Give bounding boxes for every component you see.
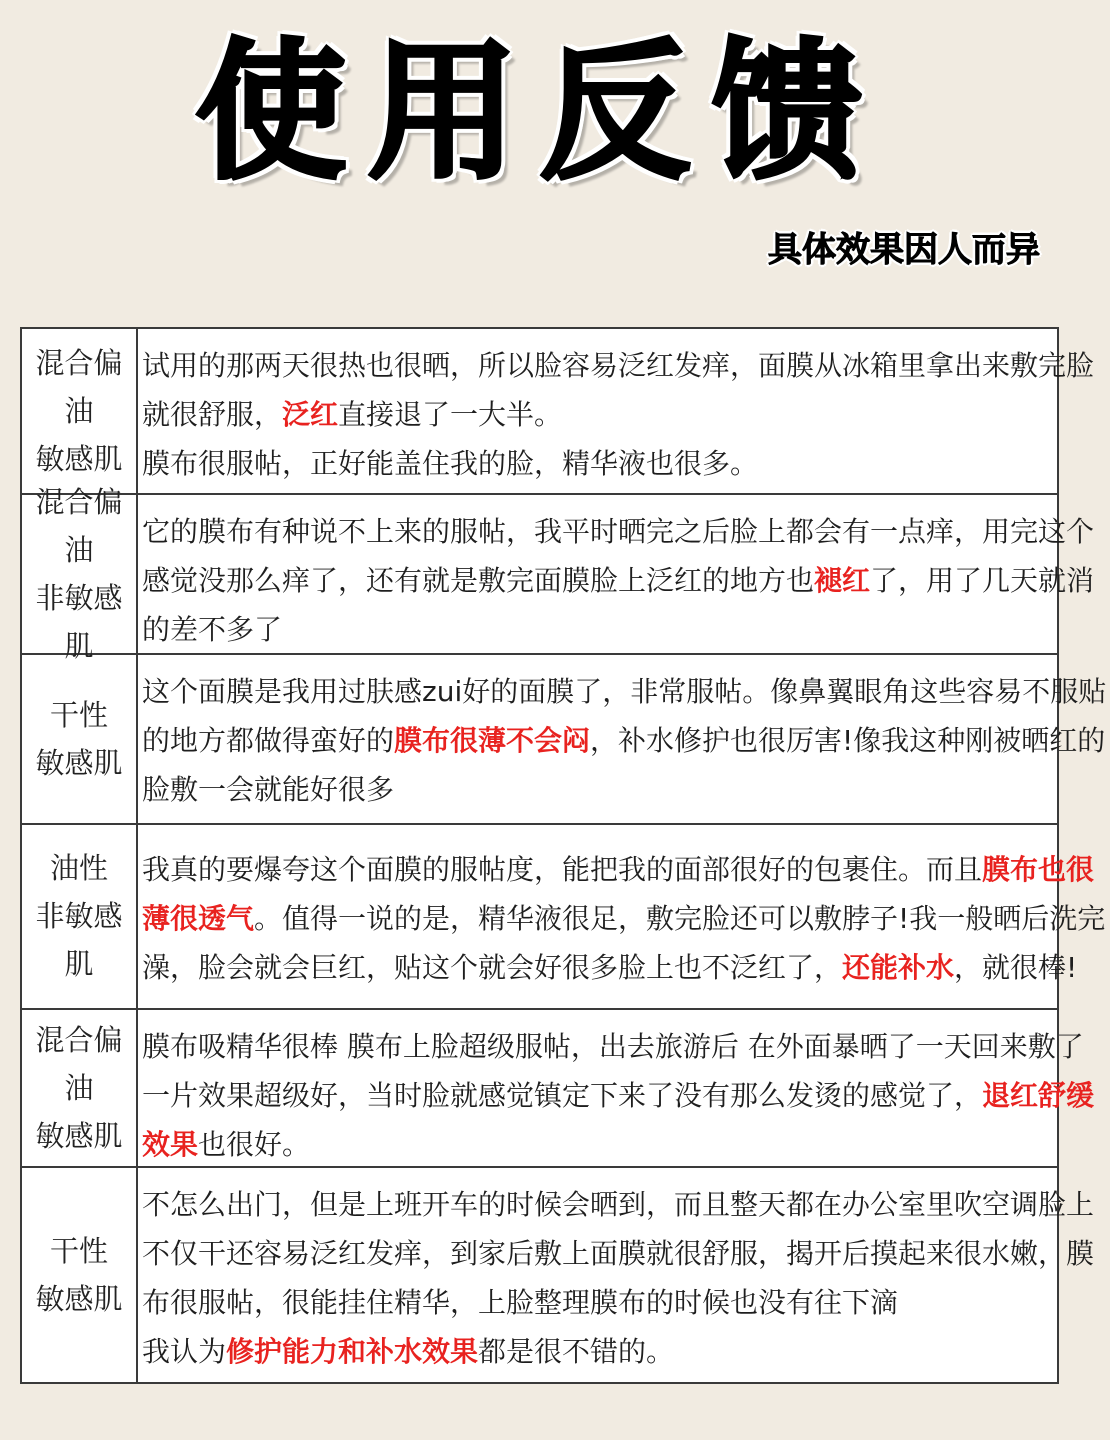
body-text: 它的膜布有种说不上来的服帖，我平时晒完之后脸上都会有一点痒，用完这个: [142, 515, 1095, 548]
feedback-line: [142, 507, 1094, 556]
skin-type-label: 混合偏油 敏感肌: [22, 1010, 138, 1166]
feedback-text: [138, 329, 1098, 493]
feedback-row: [22, 485, 1095, 663]
feedback-row: [22, 825, 1106, 1010]
body-text: 的差不多了: [142, 613, 283, 646]
feedback-table: [20, 327, 1107, 1384]
feedback-line: [142, 765, 1106, 814]
skin-type-label: 油性 非敏感肌: [22, 825, 138, 1008]
feedback-row: [22, 1168, 1095, 1382]
body-text: 。值得一说的是，精华液很足，敷完脸还可以敷脖子!我一般晒后洗完: [254, 901, 1106, 935]
feedback-line: [142, 667, 1106, 716]
highlight-text: 修护能力和补水效果: [226, 1335, 479, 1368]
page-title: 使用反馈: [195, 26, 884, 200]
highlight-text: 膜布很薄不会闷: [394, 724, 591, 757]
feedback-row: [22, 655, 1107, 825]
body-text: ，补水修护也很厉害!像我这种刚被晒红的: [590, 724, 1106, 757]
body-text: 直接退了一大半。: [338, 398, 563, 431]
feedback-line: [142, 943, 1105, 992]
highlight-text: 还能补水: [842, 950, 955, 984]
body-text: 一片效果超级好，当时脸就感觉镇定下来了没有那么发烫的感觉了，: [142, 1079, 983, 1112]
feedback-line: [142, 390, 1094, 439]
feedback-line: [142, 894, 1105, 943]
feedback-line: [142, 1327, 1094, 1376]
highlight-text: 褪红: [814, 564, 871, 597]
body-text: 我认为: [142, 1335, 227, 1368]
feedback-line: [142, 1022, 1094, 1071]
body-text: 不怎么出门，但是上班开车的时候会晒到，而且整天都在办公室里吹空调脸上: [142, 1188, 1095, 1221]
skin-type-label: 混合偏油 敏感肌: [22, 329, 138, 493]
highlight-text: 效果: [142, 1128, 199, 1161]
body-text: 感觉没那么痒了，还有就是敷完面膜脸上泛红的地方也: [142, 564, 815, 597]
highlight-text: 膜布也很: [982, 852, 1095, 886]
feedback-text: [138, 825, 1109, 1008]
body-text: 这个面膜是我用过肤感zui好的面膜了，非常服帖。像鼻翼眼角这些容易不服贴: [142, 675, 1107, 708]
page-subtitle: 具体效果因人而异: [768, 230, 1040, 270]
body-text: 也很好。: [198, 1128, 311, 1161]
body-text: 的地方都做得蛮好的: [142, 724, 395, 757]
body-text: 就很舒服，: [142, 398, 283, 431]
feedback-line: [142, 1120, 1094, 1169]
feedback-text: [138, 1010, 1098, 1166]
skin-type-label: 干性 敏感肌: [22, 1168, 138, 1382]
body-text: 都是很不错的。: [478, 1335, 675, 1368]
feedback-line: [142, 1229, 1094, 1278]
highlight-text: 泛红: [282, 398, 339, 431]
feedback-line: [142, 1180, 1094, 1229]
feedback-row: [22, 1010, 1095, 1168]
feedback-line: [142, 439, 1094, 488]
feedback-line: [142, 1071, 1094, 1120]
body-text: 不仅干还容易泛红发痒，到家后敷上面膜就很舒服，揭开后摸起来很水嫩，膜: [142, 1237, 1095, 1270]
body-text: 了，用了几天就消: [870, 564, 1095, 597]
body-text: 脸敷一会就能好很多: [142, 773, 395, 806]
skin-type-label: 混合偏油 非敏感肌: [22, 495, 138, 653]
feedback-text: [138, 1168, 1098, 1382]
skin-type-label: 干性 敏感肌: [22, 655, 138, 823]
feedback-line: [142, 556, 1094, 605]
feedback-text: [138, 655, 1110, 823]
feedback-line: [142, 716, 1106, 765]
body-text: 膜布吸精华很棒 膜布上脸超级服帖，出去旅游后 在外面暴晒了一天回来敷了: [142, 1030, 1084, 1063]
body-text: 膜布很服帖，正好能盖住我的脸，精华液也很多。: [142, 447, 759, 480]
body-text: 我真的要爆夸这个面膜的服帖度，能把我的面部很好的包裹住。而且: [142, 852, 983, 886]
body-text: 布很服帖，很能挂住精华，上脸整理膜布的时候也没有往下滴: [142, 1286, 899, 1319]
highlight-text: 薄很透气: [142, 901, 255, 935]
feedback-line: [142, 605, 1094, 654]
feedback-row: [22, 329, 1095, 495]
feedback-line: [142, 341, 1094, 390]
feedback-text: [138, 495, 1098, 653]
feedback-line: [142, 845, 1105, 894]
highlight-text: 退红舒缓: [982, 1079, 1095, 1112]
body-text: 澡，脸会就会巨红，贴这个就会好很多脸上也不泛红了，: [142, 950, 843, 984]
body-text: ，就很棒!: [954, 950, 1078, 984]
body-text: 试用的那两天很热也很晒，所以脸容易泛红发痒，面膜从冰箱里拿出来敷完脸: [142, 349, 1095, 382]
feedback-line: [142, 1278, 1094, 1327]
